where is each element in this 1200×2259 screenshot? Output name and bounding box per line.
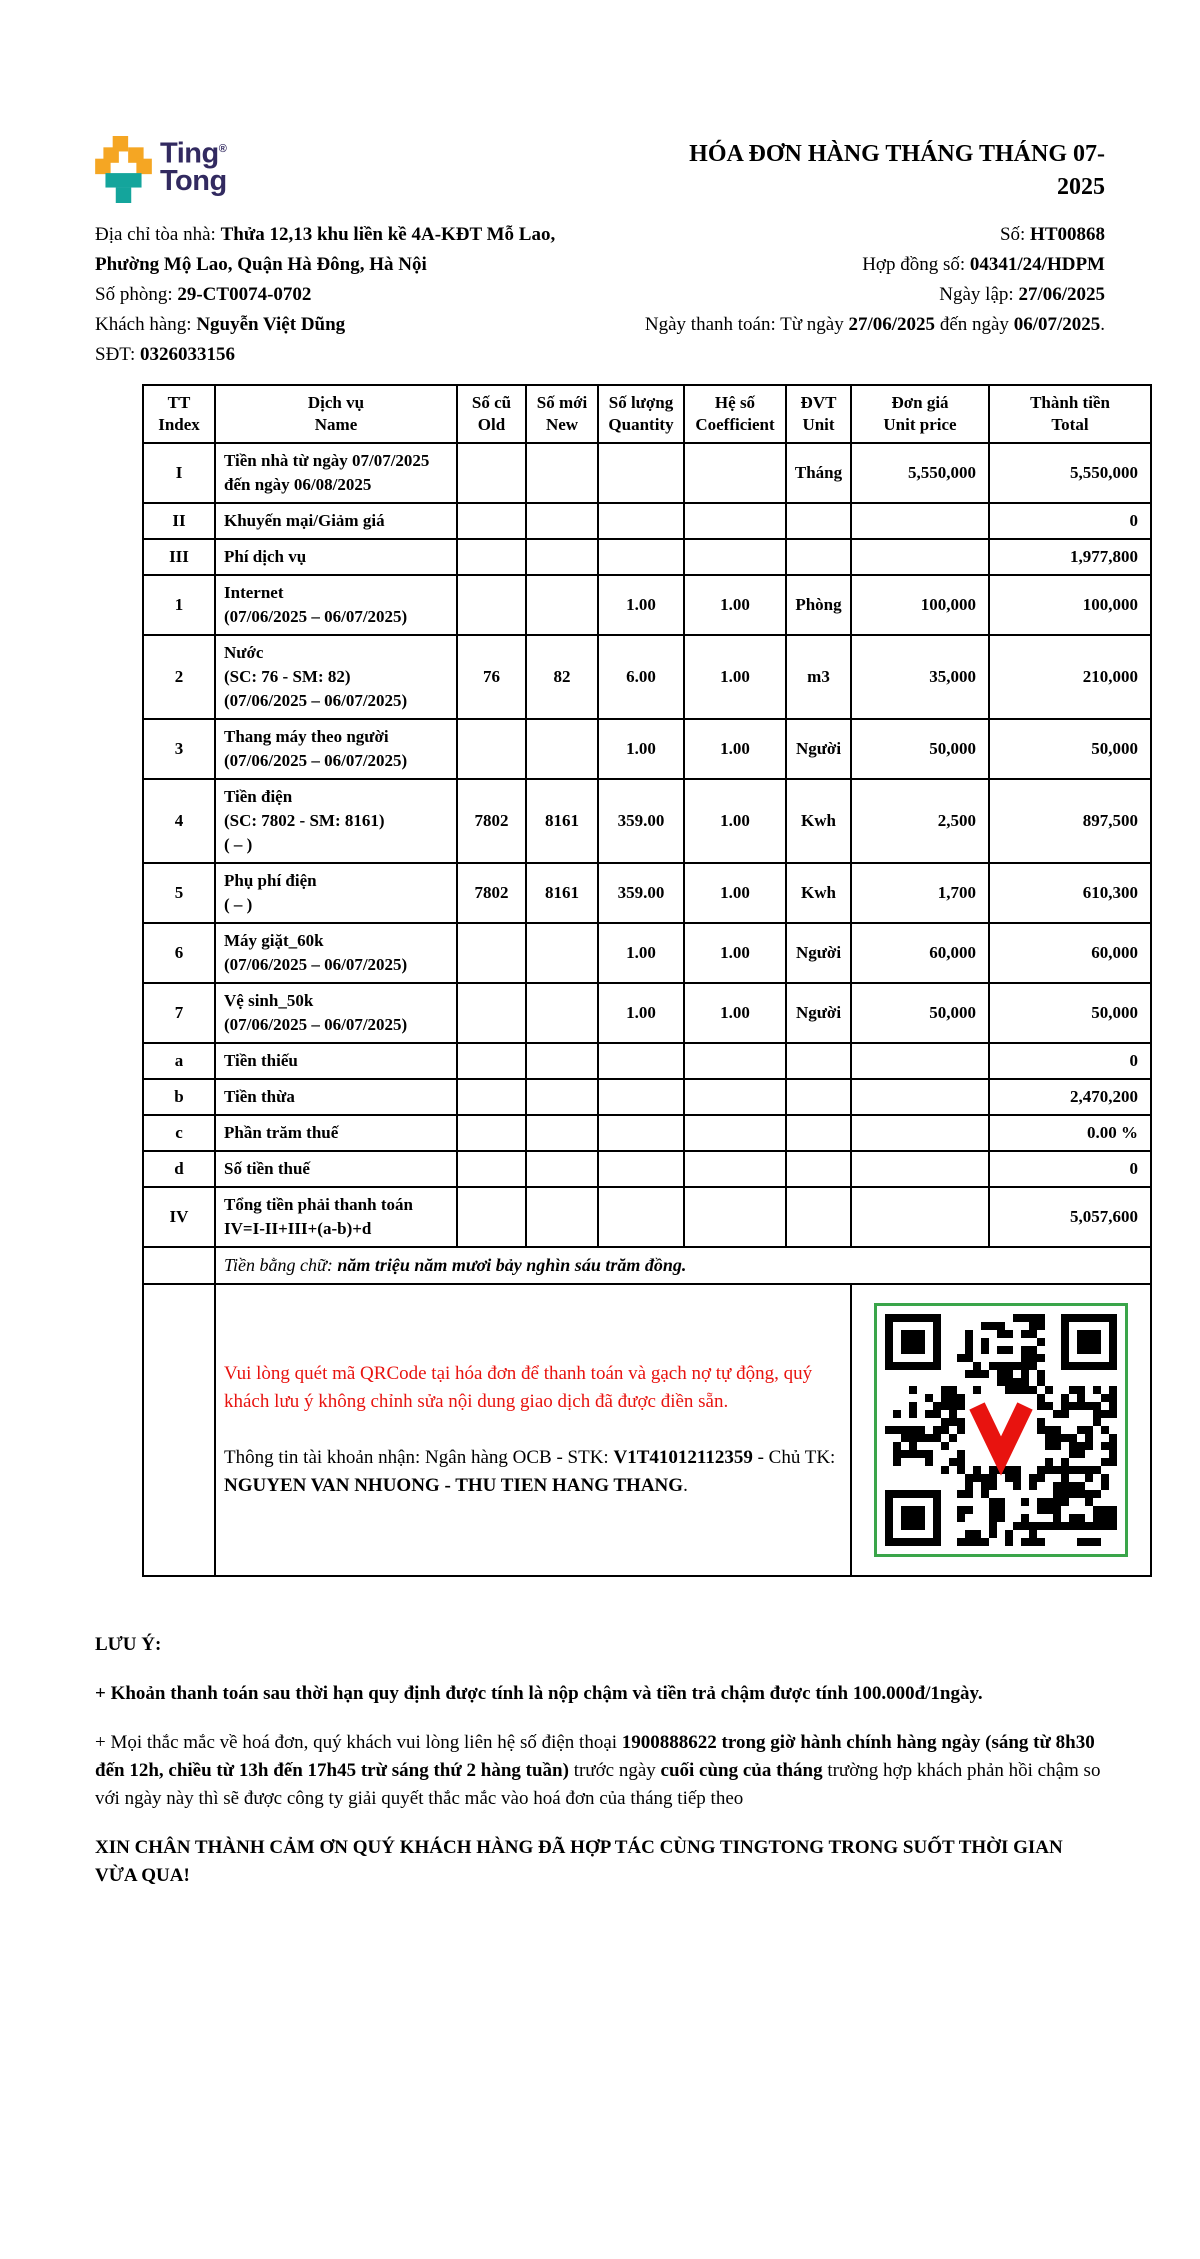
table-row (143, 719, 1151, 779)
cell-old-reading: 7802 (457, 779, 526, 863)
cell-total: 0 (989, 1043, 1151, 1079)
cell-index: 2 (143, 635, 215, 719)
cell-coefficient (684, 443, 786, 503)
cell-total: 50,000 (989, 983, 1151, 1043)
cell-index (143, 1284, 215, 1576)
cell-unit (786, 1151, 851, 1187)
cell-old-reading (457, 1151, 526, 1187)
cell-old-reading: 76 (457, 635, 526, 719)
col-header-unit: ĐVT Unit (786, 385, 851, 443)
cell-new-reading: 8161 (526, 779, 598, 863)
cell-unit-price: 35,000 (851, 635, 989, 719)
cell-quantity: 6.00 (598, 635, 684, 719)
cell-index: I (143, 443, 215, 503)
col-header-index: TT Index (143, 385, 215, 443)
cell-quantity: 1.00 (598, 575, 684, 635)
cell-quantity: 1.00 (598, 983, 684, 1043)
cell-coefficient (684, 539, 786, 575)
amount-in-words: Tiền bằng chữ: năm triệu năm mươi bảy nghìn sáu trăm đồng. (215, 1247, 1151, 1284)
cell-index: IV (143, 1187, 215, 1247)
col-header-total: Thành tiền Total (989, 385, 1151, 443)
cell-new-reading (526, 539, 598, 575)
cell-coefficient: 1.00 (684, 863, 786, 923)
cell-service-name: Phí dịch vụ (215, 539, 457, 575)
cell-service-name: Tổng tiền phải thanh toán IV=I-II+III+(a-b)+d (215, 1187, 457, 1247)
cell-coefficient: 1.00 (684, 983, 786, 1043)
cell-service-name: Tiền thiếu (215, 1043, 457, 1079)
cell-old-reading (457, 1115, 526, 1151)
cell-service-name: Tiền nhà từ ngày 07/07/2025 đến ngày 06/08/2025 (215, 443, 457, 503)
cell-index: III (143, 539, 215, 575)
cell-unit: Tháng (786, 443, 851, 503)
cell-coefficient: 1.00 (684, 719, 786, 779)
tingtong-logo (95, 136, 227, 203)
cell-unit-price: 5,550,000 (851, 443, 989, 503)
invoice-header (95, 128, 1105, 204)
cell-new-reading (526, 719, 598, 779)
cell-coefficient: 1.00 (684, 779, 786, 863)
cell-total: 100,000 (989, 575, 1151, 635)
issue-date: Ngày lập: 27/06/2025 (939, 284, 1105, 305)
cell-total: 5,550,000 (989, 443, 1151, 503)
cell-new-reading (526, 1115, 598, 1151)
cell-coefficient (684, 1187, 786, 1247)
cell-unit-price (851, 1043, 989, 1079)
col-header-new: Số mới New (526, 385, 598, 443)
cell-quantity: 359.00 (598, 863, 684, 923)
cell-old-reading (457, 503, 526, 539)
cell-unit-price (851, 1151, 989, 1187)
cell-index: b (143, 1079, 215, 1115)
cell-old-reading (457, 443, 526, 503)
cell-new-reading (526, 1187, 598, 1247)
customer-info (95, 220, 600, 370)
invoice-meta (610, 220, 1105, 370)
cell-coefficient (684, 1079, 786, 1115)
col-header-unit-price: Đơn giá Unit price (851, 385, 989, 443)
cell-old-reading (457, 923, 526, 983)
cell-quantity (598, 1115, 684, 1151)
cell-unit: Người (786, 719, 851, 779)
cell-unit-price: 50,000 (851, 983, 989, 1043)
cell-old-reading (457, 539, 526, 575)
cell-coefficient (684, 1115, 786, 1151)
cell-old-reading (457, 1187, 526, 1247)
payment-qr-row (143, 1284, 1151, 1576)
table-row (143, 575, 1151, 635)
cell-quantity: 1.00 (598, 923, 684, 983)
cell-new-reading: 8161 (526, 863, 598, 923)
cell-index: 5 (143, 863, 215, 923)
cell-service-name: Thang máy theo người (07/06/2025 – 06/07/2025) (215, 719, 457, 779)
cell-coefficient: 1.00 (684, 635, 786, 719)
table-row (143, 863, 1151, 923)
cell-service-name: Nước (SC: 76 - SM: 82) (07/06/2025 – 06/07/2025) (215, 635, 457, 719)
cell-index: c (143, 1115, 215, 1151)
cell-service-name: Máy giặt_60k (07/06/2025 – 06/07/2025) (215, 923, 457, 983)
cell-unit-price: 100,000 (851, 575, 989, 635)
cell-unit-price (851, 1187, 989, 1247)
contract-number: Hợp đồng số: 04341/24/HDPM (862, 254, 1105, 275)
cell-unit: m3 (786, 635, 851, 719)
cell-new-reading: 82 (526, 635, 598, 719)
cell-unit-price (851, 1115, 989, 1151)
cell-index: 7 (143, 983, 215, 1043)
cell-coefficient (684, 1043, 786, 1079)
registered-mark: ® (218, 143, 227, 155)
col-header-service: Dịch vụ Name (215, 385, 457, 443)
cell-unit-price (851, 503, 989, 539)
cell-total: 5,057,600 (989, 1187, 1151, 1247)
cell-total: 610,300 (989, 863, 1151, 923)
cell-unit-price (851, 1079, 989, 1115)
col-header-quantity: Số lượng Quantity (598, 385, 684, 443)
cell-old-reading (457, 1079, 526, 1115)
room-number: Số phòng: 29-CT0074-0702 (95, 284, 312, 305)
cell-service-name: Tiền thừa (215, 1079, 457, 1115)
tingtong-wordmark: Ting® Tong (160, 137, 227, 197)
cell-new-reading (526, 503, 598, 539)
cell-coefficient: 1.00 (684, 575, 786, 635)
col-header-old: Số cũ Old (457, 385, 526, 443)
cell-unit (786, 503, 851, 539)
cell-service-name: Tiền điện (SC: 7802 - SM: 8161) ( – ) (215, 779, 457, 863)
table-header-row (143, 385, 1151, 443)
qr-code-image (885, 1314, 1117, 1546)
cell-unit-price: 60,000 (851, 923, 989, 983)
cell-new-reading (526, 1151, 598, 1187)
invoice-title: HÓA ĐƠN HÀNG THÁNG THÁNG 07- 2025 (689, 141, 1105, 200)
thank-you-note: XIN CHÂN THÀNH CẢM ƠN QUÝ KHÁCH HÀNG ĐÃ HỢP TÁC CÙNG TINGTONG TRONG SUỐT THỜI GIAN VỪA QUA! (95, 1837, 1063, 1886)
cell-old-reading (457, 1043, 526, 1079)
cell-new-reading (526, 575, 598, 635)
qr-code-cell (851, 1284, 1151, 1576)
cell-unit-price: 50,000 (851, 719, 989, 779)
cell-index: II (143, 503, 215, 539)
table-row (143, 1187, 1151, 1247)
cell-total: 50,000 (989, 719, 1151, 779)
cell-quantity (598, 1151, 684, 1187)
table-row (143, 1043, 1151, 1079)
hotline-note: + Mọi thắc mắc về hoá đơn, quý khách vui lòng liên hệ số điện thoại 1900888622 trong giờ hành chính hàng ngày (sáng từ 8h30 đến 12h, chiều từ 13h đến 17h45 trừ sáng thứ 2 hàng tuần) trước ngày cuối cùng của tháng trường hợp khách phản hồi chậm so với ngày này thì sẽ được công ty giải quyết thắc mắc vào hoá đơn của tháng tiếp theo (95, 1732, 1101, 1809)
cell-index: 6 (143, 923, 215, 983)
cell-old-reading: 7802 (457, 863, 526, 923)
table-row (143, 1151, 1151, 1187)
cell-unit-price: 2,500 (851, 779, 989, 863)
cell-new-reading (526, 923, 598, 983)
cell-unit: Phòng (786, 575, 851, 635)
cell-unit (786, 1043, 851, 1079)
tingtong-logo-icon (95, 136, 152, 203)
cell-quantity (598, 1043, 684, 1079)
cell-unit: Kwh (786, 779, 851, 863)
building-address: Địa chỉ tòa nhà: Thửa 12,13 khu liền kề 4A-KĐT Mỗ Lao, Phường Mộ Lao, Quận Hà Đông, Hà Nội (95, 224, 556, 275)
cell-total: 0.00 % (989, 1115, 1151, 1151)
cell-coefficient (684, 1151, 786, 1187)
qr-instruction-text: Vui lòng quét mã QRCode tại hóa đơn để thanh toán và gạch nợ tự động, quý khách lưu ý không chỉnh sửa nội dung giao dịch đã được điền sẵn. (224, 1363, 813, 1412)
account-info-text: Thông tin tài khoản nhận: Ngân hàng OCB - STK: V1T41012112359 - Chủ TK: NGUYEN VAN NHUONG - THU TIEN HANG THANG. (224, 1447, 836, 1496)
cell-index: 3 (143, 719, 215, 779)
cell-quantity (598, 539, 684, 575)
cell-quantity: 1.00 (598, 719, 684, 779)
cell-unit (786, 539, 851, 575)
cell-total: 1,977,800 (989, 539, 1151, 575)
cell-unit (786, 1079, 851, 1115)
cell-index (143, 1247, 215, 1284)
invoice-info (95, 220, 1105, 370)
amount-in-words-row (143, 1247, 1151, 1284)
cell-quantity (598, 443, 684, 503)
table-row (143, 983, 1151, 1043)
cell-service-name: Phần trăm thuế (215, 1115, 457, 1151)
cell-total: 897,500 (989, 779, 1151, 863)
customer-name: Khách hàng: Nguyễn Việt Dũng (95, 314, 346, 335)
cell-total: 2,470,200 (989, 1079, 1151, 1115)
cell-index: d (143, 1151, 215, 1187)
cell-index: 1 (143, 575, 215, 635)
cell-new-reading (526, 1043, 598, 1079)
cell-total: 60,000 (989, 923, 1151, 983)
cell-new-reading (526, 983, 598, 1043)
col-header-coefficient: Hệ số Coefficient (684, 385, 786, 443)
notes-heading: LƯU Ý: (95, 1634, 162, 1655)
cell-unit (786, 1187, 851, 1247)
cell-service-name: Vệ sinh_50k (07/06/2025 – 06/07/2025) (215, 983, 457, 1043)
cell-unit: Kwh (786, 863, 851, 923)
cell-unit-price (851, 539, 989, 575)
table-row (143, 635, 1151, 719)
late-payment-note: + Khoản thanh toán sau thời hạn quy định được tính là nộp chậm và tiền trả chậm được tính 100.000đ/1ngày. (95, 1683, 983, 1704)
payment-instructions (215, 1284, 851, 1576)
table-row (143, 779, 1151, 863)
cell-quantity (598, 503, 684, 539)
cell-service-name: Phụ phí điện ( – ) (215, 863, 457, 923)
cell-index: a (143, 1043, 215, 1079)
cell-quantity: 359.00 (598, 779, 684, 863)
cell-quantity (598, 1079, 684, 1115)
table-row (143, 443, 1151, 503)
cell-new-reading (526, 1079, 598, 1115)
cell-coefficient: 1.00 (684, 923, 786, 983)
cell-unit: Người (786, 983, 851, 1043)
payment-period: Ngày thanh toán: Từ ngày 27/06/2025 đến ngày 06/07/2025. (644, 314, 1105, 335)
cell-service-name: Internet (07/06/2025 – 06/07/2025) (215, 575, 457, 635)
cell-service-name: Số tiền thuế (215, 1151, 457, 1187)
cell-total: 210,000 (989, 635, 1151, 719)
cell-index: 4 (143, 779, 215, 863)
cell-quantity (598, 1187, 684, 1247)
cell-old-reading (457, 983, 526, 1043)
invoice-number: Số: HT00868 (999, 224, 1105, 245)
table-row (143, 1115, 1151, 1151)
cell-unit (786, 1115, 851, 1151)
cell-total: 0 (989, 1151, 1151, 1187)
service-table (142, 384, 1152, 1577)
table-row (143, 923, 1151, 983)
footer-notes (95, 1631, 1107, 1890)
table-row (143, 539, 1151, 575)
cell-unit: Người (786, 923, 851, 983)
cell-coefficient (684, 503, 786, 539)
cell-service-name: Khuyến mại/Giảm giá (215, 503, 457, 539)
table-row (143, 503, 1151, 539)
cell-total: 0 (989, 503, 1151, 539)
cell-new-reading (526, 443, 598, 503)
cell-old-reading (457, 719, 526, 779)
cell-old-reading (457, 575, 526, 635)
qr-code (874, 1303, 1128, 1557)
table-row (143, 1079, 1151, 1115)
cell-unit-price: 1,700 (851, 863, 989, 923)
customer-phone: SĐT: 0326033156 (95, 344, 235, 365)
